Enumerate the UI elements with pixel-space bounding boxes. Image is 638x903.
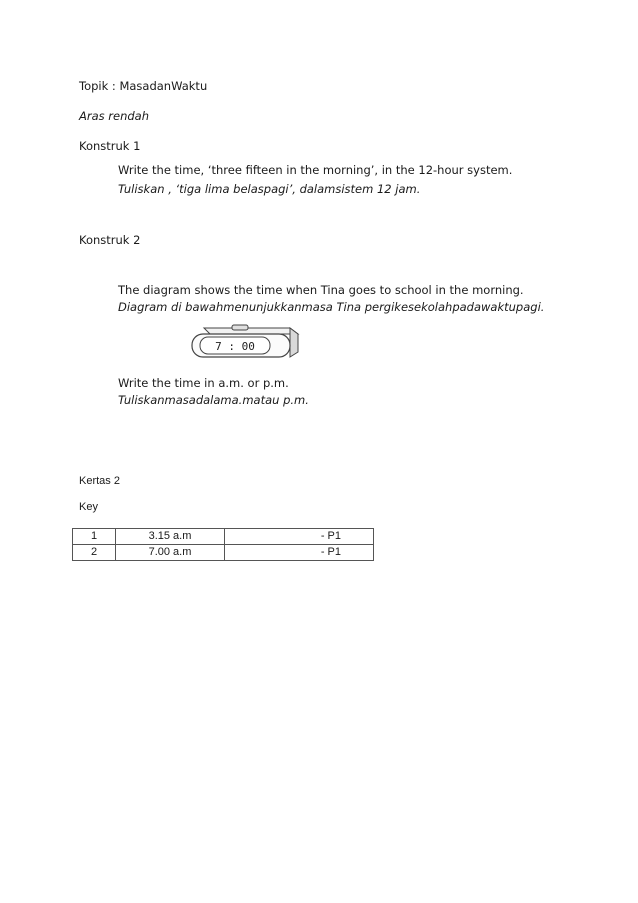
question-number-cell: 2 — [73, 545, 116, 561]
answer-cell: 7.00 a.m — [116, 545, 225, 561]
level-label: Aras rendah — [79, 109, 150, 123]
construct2-question-ms: Tuliskanmasadalama.matau p.m. — [118, 393, 309, 407]
construct2-heading: Konstruk 2 — [79, 233, 141, 247]
construct1-question-ms: Tuliskan , ‘tiga lima belaspagi’, dalamsistem 12 jam. — [118, 182, 421, 196]
paper-label: Kertas 2 — [79, 475, 120, 487]
construct2-intro-en: The diagram shows the time when Tina goes to school in the morning. — [118, 283, 524, 297]
construct1-heading: Konstruk 1 — [79, 139, 141, 153]
construct1-question-en: Write the time, ‘three fifteen in the morning’, in the 12-hour system. — [118, 163, 513, 177]
question-number-cell: 1 — [73, 529, 116, 545]
topic-title: Topik : MasadanWaktu — [79, 79, 208, 93]
table-row — [73, 529, 374, 545]
mark-cell: - P1 — [225, 545, 374, 561]
construct2-intro-ms: Diagram di bawahmenunjukkanmasa Tina pergikesekolahpadawaktupagi. — [118, 300, 545, 314]
answer-key-table — [72, 528, 374, 561]
mark-cell: - P1 — [225, 529, 374, 545]
clock-display-text: 7 : 00 — [215, 340, 255, 353]
construct2-question-en: Write the time in a.m. or p.m. — [118, 376, 289, 390]
answer-cell: 3.15 a.m — [116, 529, 225, 545]
key-label: Key — [79, 501, 98, 513]
table-row — [73, 545, 374, 561]
digital-clock-illustration — [190, 322, 300, 362]
